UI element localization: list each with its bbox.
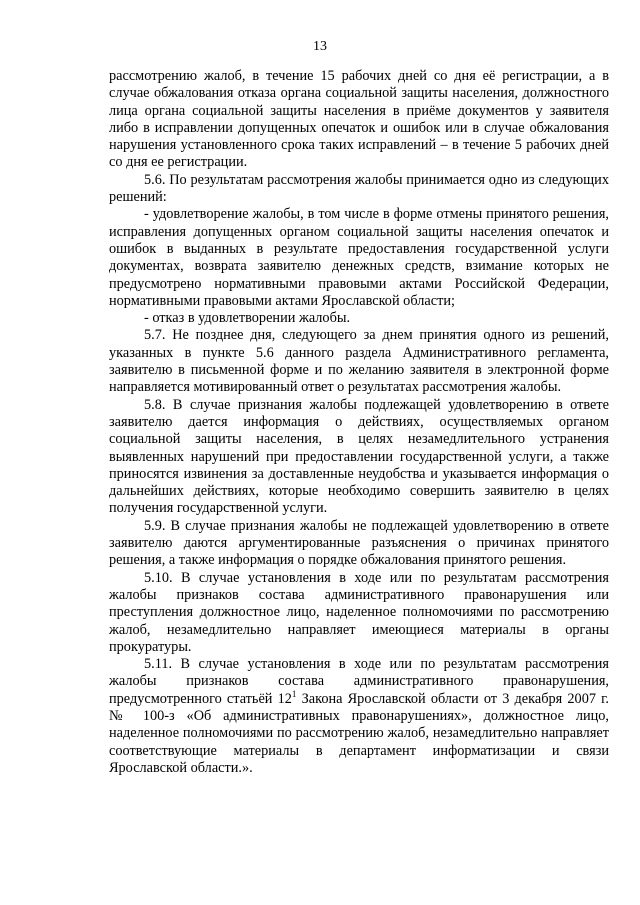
paragraph-5-9: 5.9. В случае признания жалобы не подлежащей удовлетворению в ответе заявителю даются аргументированные разъяснения о причинах принятого решения, а также информация о порядке обжалования принятого решения. [109, 517, 609, 569]
paragraph-continuation: рассмотрению жалоб, в течение 15 рабочих дней со дня её регистрации, а в случае обжалования отказа органа социальной защиты населения, должностного лица органа социальной защиты населения в приёме документов у заявителя либо в исправлении допущенных опечаток и ошибок или в случае обжалования нарушения установленного срока таких исправлений – в течение 5 рабочих дней со дня ее регистрации. [109, 68, 609, 171]
paragraph-5-6: 5.6. По результатам рассмотрения жалобы принимается одно из следующих решений: [109, 171, 609, 206]
paragraph-5-11 [109, 656, 609, 777]
paragraph-5-6-option-satisfy: - удовлетворение жалобы, в том числе в форме отмены принятого решения, исправления допущенных органом социальной защиты населения опечаток и ошибок в выданных в результате предоставления государственной услуги документах, возврата заявителю денежных средств, взимание которых не предусмотрено нормативными правовыми актами Российской Федерации, нормативными правовыми актами Ярославской области; [109, 206, 609, 309]
document-body [109, 68, 609, 777]
article-superscript: 1 [291, 688, 297, 699]
paragraph-5-6-option-refuse: - отказ в удовлетворении жалобы. [144, 310, 351, 327]
page-number: 13 [313, 39, 327, 54]
paragraph-5-8: 5.8. В случае признания жалобы подлежащей удовлетворению в ответе заявителю дается информация о действиях, осуществляемых органом социальной защиты населения, в целях незамедлительного устранения выявленных нарушений при предоставлении государственной услуги, а также приносятся извинения за доставленные неудобства и указывается информация о дальнейших действиях, которые необходимо совершить заявителю в целях получения государственной услуги. [109, 396, 609, 517]
paragraph-5-11-text-end: Закона Ярославской области от 3 декабря 2007 г. № 100-з «Об административных правонарушениях», должностное лицо, наделенное полномочиями по рассмотрению жалоб, незамедлительно направляет соответствующие материалы в департамент информатизации и связи Ярославской области.». [109, 690, 609, 776]
paragraph-5-7: 5.7. Не позднее дня, следующего за днем принятия одного из решений, указанных в пункте 5.6 данного раздела Административного регламента, заявителю в письменной форме и по желанию заявителя в электронной форме направляется мотивированный ответ о результатах рассмотрения жалобы. [109, 327, 609, 396]
paragraph-5-11-text-start: 5.11. В случае установления в ходе или по результатам рассмотрения жалобы признаков состава административного правонарушения, предусмотренного статьёй 12 [109, 656, 609, 707]
paragraph-5-10: 5.10. В случае установления в ходе или по результатам рассмотрения жалобы признаков состава административного правонарушения или преступления должностное лицо, наделенное полномочиями по рассмотрению жалоб, незамедлительно направляет имеющиеся материалы в органы прокуратуры. [109, 569, 609, 655]
